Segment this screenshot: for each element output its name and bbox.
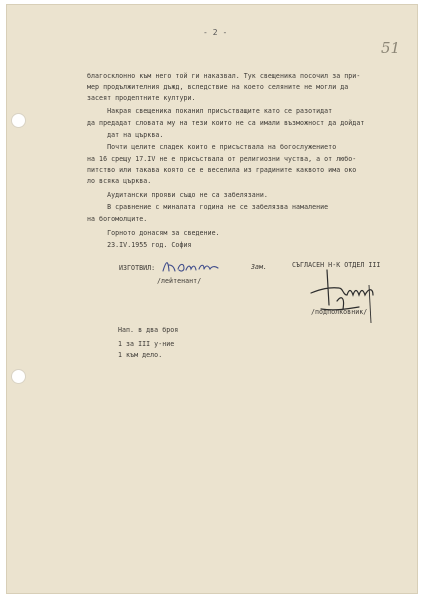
body-line: на богомолците.: [87, 215, 148, 223]
distribution-line: 1 за III у-ние: [118, 340, 175, 348]
prepared-rank: /лейтенант/: [157, 277, 202, 285]
body-line: питство или такава която се е веселила из градините каквото има око: [87, 166, 357, 174]
punch-hole: [11, 369, 26, 384]
approved-signature: [307, 265, 379, 327]
body-line: Почти целите сладек които е присъствала на богослужението: [87, 143, 337, 151]
document-page: [6, 4, 418, 594]
body-line: ло всяка църква.: [87, 177, 152, 185]
body-line: мер продължителния дъжд, вследствие на което селяните не могли да: [87, 83, 349, 91]
body-line: В сравнение с миналата година не се забелязва намаление: [87, 203, 329, 211]
approved-label: СЪГЛАСЕН Н-К ОТДЕЛ III: [292, 261, 381, 269]
page-number: - 2 -: [203, 28, 228, 37]
body-line: засеят продептните култури.: [87, 94, 196, 102]
distribution-line: 1 към дело.: [118, 351, 163, 359]
body-line: дат на църква.: [87, 131, 164, 139]
body-line: Аудитански прояви също не са забелязани.: [87, 191, 268, 199]
body-line: на 16 срещу 17.IV не е присъствала от религиозни чуства, а от любо-: [87, 155, 357, 163]
body-line: Горното донасям за сведение.: [87, 229, 220, 237]
prepared-signature: [160, 255, 224, 277]
approved-rank: /подполковник/: [311, 308, 368, 316]
body-line: благосклонно към него той ги наказвал. Тук свещеника посочил за при-: [87, 72, 361, 80]
body-line: да предадат словата му на тези които не са имали възможност да дойдат: [87, 119, 365, 127]
prepared-label: ИЗГОТВИЛ:: [119, 264, 156, 272]
body-line: Накрая свещеника поканил присъстващите като се разотидат: [87, 107, 333, 115]
archive-number: 51: [381, 39, 401, 57]
approved-prefix: Зам.: [251, 263, 268, 271]
body-line: 23.IV.1955 год. София: [87, 241, 192, 249]
punch-hole: [11, 113, 26, 128]
distribution-line: Нап. в два броя: [118, 326, 179, 334]
